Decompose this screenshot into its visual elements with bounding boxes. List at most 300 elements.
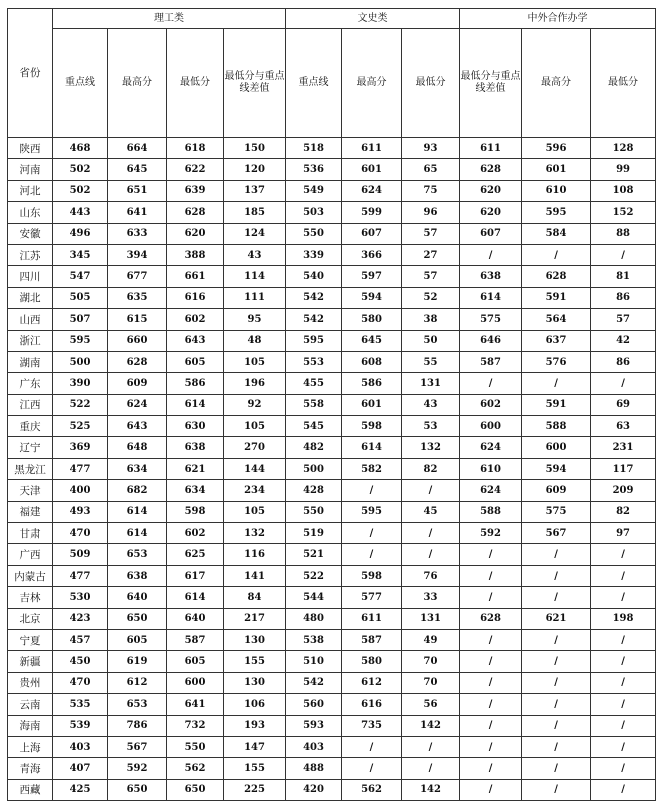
group-header-science: 理工类 — [53, 9, 286, 29]
score-cell: 502 — [53, 159, 108, 180]
score-cell: 542 — [286, 672, 342, 693]
score-cell: 38 — [402, 309, 460, 330]
table-row — [8, 351, 656, 372]
score-cell: 628 — [460, 159, 522, 180]
score-cell: 542 — [286, 287, 342, 308]
score-cell: 81 — [591, 266, 656, 287]
province-cell: 新疆 — [8, 651, 53, 672]
score-cell: / — [522, 672, 591, 693]
score-cell: 595 — [53, 330, 108, 351]
score-cell: 576 — [522, 351, 591, 372]
score-cell: 482 — [286, 437, 342, 458]
score-cell: 640 — [167, 608, 224, 629]
score-cell: 366 — [342, 244, 402, 265]
score-cell: 612 — [342, 672, 402, 693]
province-cell: 山东 — [8, 202, 53, 223]
score-cell: 510 — [286, 651, 342, 672]
score-cell: 575 — [522, 501, 591, 522]
score-cell: 615 — [108, 309, 167, 330]
province-cell: 江苏 — [8, 244, 53, 265]
score-cell: 639 — [167, 180, 224, 201]
score-cell: / — [342, 544, 402, 565]
score-cell: 650 — [167, 779, 224, 800]
score-cell: 144 — [224, 458, 286, 479]
province-cell: 福建 — [8, 501, 53, 522]
score-cell: 605 — [167, 351, 224, 372]
col-header: 重点线 — [286, 29, 342, 138]
score-cell: 130 — [224, 672, 286, 693]
score-cell: / — [522, 373, 591, 394]
score-cell: 43 — [402, 394, 460, 415]
table-row — [8, 458, 656, 479]
score-cell: 509 — [53, 544, 108, 565]
score-cell: 55 — [402, 351, 460, 372]
score-cell: 638 — [167, 437, 224, 458]
score-cell: 622 — [167, 159, 224, 180]
table-row — [8, 672, 656, 693]
score-cell: 592 — [460, 523, 522, 544]
score-cell: / — [460, 565, 522, 586]
score-cell: 786 — [108, 715, 167, 736]
score-cell: 407 — [53, 758, 108, 779]
score-cell: 611 — [342, 138, 402, 159]
province-cell: 内蒙古 — [8, 565, 53, 586]
score-cell: 591 — [522, 394, 591, 415]
province-cell: 四川 — [8, 266, 53, 287]
table-row — [8, 394, 656, 415]
score-cell: 617 — [167, 565, 224, 586]
province-cell: 宁夏 — [8, 629, 53, 650]
score-cell: 420 — [286, 779, 342, 800]
score-cell: / — [522, 629, 591, 650]
score-cell: / — [402, 758, 460, 779]
score-cell: 147 — [224, 736, 286, 757]
province-cell: 河南 — [8, 159, 53, 180]
score-cell: / — [591, 736, 656, 757]
score-cell: 643 — [167, 330, 224, 351]
score-cell: 539 — [53, 715, 108, 736]
score-cell: 664 — [108, 138, 167, 159]
score-cell: 95 — [224, 309, 286, 330]
score-cell: 605 — [108, 629, 167, 650]
score-cell: / — [522, 244, 591, 265]
score-cell: / — [402, 544, 460, 565]
province-cell: 辽宁 — [8, 437, 53, 458]
province-cell: 西藏 — [8, 779, 53, 800]
table-body — [8, 138, 656, 801]
score-cell: 500 — [53, 351, 108, 372]
province-cell: 湖北 — [8, 287, 53, 308]
table-row — [8, 416, 656, 437]
score-cell: 70 — [402, 651, 460, 672]
score-cell: 142 — [402, 715, 460, 736]
score-cell: 641 — [108, 202, 167, 223]
score-cell: 443 — [53, 202, 108, 223]
score-cell: 618 — [167, 138, 224, 159]
score-cell: 45 — [402, 501, 460, 522]
header-row-groups — [8, 9, 656, 29]
col-header: 最高分 — [108, 29, 167, 138]
score-cell: 616 — [167, 287, 224, 308]
score-cell: 132 — [402, 437, 460, 458]
score-cell: 105 — [224, 501, 286, 522]
score-cell: 270 — [224, 437, 286, 458]
score-cell: 597 — [342, 266, 402, 287]
table-row — [8, 287, 656, 308]
score-cell: / — [591, 779, 656, 800]
province-cell: 吉林 — [8, 587, 53, 608]
score-cell: 584 — [522, 223, 591, 244]
score-cell: 594 — [342, 287, 402, 308]
score-cell: 65 — [402, 159, 460, 180]
score-cell: 544 — [286, 587, 342, 608]
score-table-container — [7, 8, 655, 801]
score-cell: 601 — [342, 159, 402, 180]
score-cell: 620 — [167, 223, 224, 244]
province-cell: 河北 — [8, 180, 53, 201]
score-cell: 52 — [402, 287, 460, 308]
table-row — [8, 779, 656, 800]
score-cell: 132 — [224, 523, 286, 544]
score-cell: 538 — [286, 629, 342, 650]
score-cell: 496 — [53, 223, 108, 244]
score-cell: / — [460, 672, 522, 693]
score-cell: 660 — [108, 330, 167, 351]
score-cell: 521 — [286, 544, 342, 565]
col-header: 最低分与重点线差值 — [460, 29, 522, 138]
score-cell: 624 — [108, 394, 167, 415]
table-row — [8, 608, 656, 629]
score-cell: / — [591, 587, 656, 608]
col-header: 重点线 — [53, 29, 108, 138]
score-cell: 620 — [460, 202, 522, 223]
score-cell: 70 — [402, 672, 460, 693]
score-cell: / — [591, 672, 656, 693]
score-cell: / — [591, 758, 656, 779]
score-cell: 480 — [286, 608, 342, 629]
score-cell: 345 — [53, 244, 108, 265]
score-cell: 339 — [286, 244, 342, 265]
score-cell: 607 — [342, 223, 402, 244]
score-cell: 598 — [342, 565, 402, 586]
score-cell: 394 — [108, 244, 167, 265]
header-row-columns — [8, 29, 656, 138]
score-cell: 86 — [591, 351, 656, 372]
score-cell: 601 — [342, 394, 402, 415]
province-cell: 陕西 — [8, 138, 53, 159]
score-cell: 96 — [402, 202, 460, 223]
score-cell: 614 — [108, 523, 167, 544]
score-cell: 641 — [167, 694, 224, 715]
score-cell: 593 — [286, 715, 342, 736]
score-cell: 599 — [342, 202, 402, 223]
score-cell: 682 — [108, 480, 167, 501]
score-cell: 92 — [224, 394, 286, 415]
score-cell: 500 — [286, 458, 342, 479]
score-cell: 550 — [286, 223, 342, 244]
score-cell: 596 — [522, 138, 591, 159]
score-cell: 634 — [167, 480, 224, 501]
score-cell: 131 — [402, 608, 460, 629]
score-cell: 630 — [167, 416, 224, 437]
score-cell: 196 — [224, 373, 286, 394]
score-cell: 536 — [286, 159, 342, 180]
score-cell: 53 — [402, 416, 460, 437]
table-row — [8, 629, 656, 650]
score-cell: 611 — [342, 608, 402, 629]
score-cell: / — [460, 758, 522, 779]
score-cell: 457 — [53, 629, 108, 650]
score-cell: 535 — [53, 694, 108, 715]
table-row — [8, 159, 656, 180]
score-cell: 423 — [53, 608, 108, 629]
score-cell: 82 — [591, 501, 656, 522]
province-header: 省份 — [8, 9, 53, 138]
province-cell: 浙江 — [8, 330, 53, 351]
score-cell: 550 — [286, 501, 342, 522]
score-cell: 595 — [522, 202, 591, 223]
score-cell: 602 — [167, 309, 224, 330]
score-cell: 553 — [286, 351, 342, 372]
score-cell: 455 — [286, 373, 342, 394]
score-cell: 522 — [286, 565, 342, 586]
score-cell: 468 — [53, 138, 108, 159]
province-cell: 云南 — [8, 694, 53, 715]
score-cell: 130 — [224, 629, 286, 650]
score-cell: 155 — [224, 651, 286, 672]
score-cell: 614 — [342, 437, 402, 458]
score-cell: 403 — [53, 736, 108, 757]
score-cell: 522 — [53, 394, 108, 415]
col-header: 最低分 — [402, 29, 460, 138]
score-cell: / — [591, 565, 656, 586]
score-cell: / — [522, 651, 591, 672]
score-cell: 88 — [591, 223, 656, 244]
score-cell: 610 — [460, 458, 522, 479]
col-header: 最低分与重点线差值 — [224, 29, 286, 138]
score-cell: / — [460, 244, 522, 265]
score-cell: 577 — [342, 587, 402, 608]
score-cell: 628 — [167, 202, 224, 223]
score-cell: / — [591, 715, 656, 736]
score-cell: 595 — [342, 501, 402, 522]
score-cell: 550 — [167, 736, 224, 757]
table-row — [8, 330, 656, 351]
table-row — [8, 565, 656, 586]
score-cell: 231 — [591, 437, 656, 458]
table-row — [8, 694, 656, 715]
col-header: 最低分 — [591, 29, 656, 138]
score-cell: 116 — [224, 544, 286, 565]
score-cell: 633 — [108, 223, 167, 244]
score-cell: 488 — [286, 758, 342, 779]
score-cell: 124 — [224, 223, 286, 244]
table-row — [8, 501, 656, 522]
score-cell: 598 — [167, 501, 224, 522]
score-cell: 653 — [108, 544, 167, 565]
score-cell: 651 — [108, 180, 167, 201]
score-cell: 600 — [522, 437, 591, 458]
score-cell: / — [402, 523, 460, 544]
score-cell: 530 — [53, 587, 108, 608]
score-cell: 580 — [342, 651, 402, 672]
score-cell: 732 — [167, 715, 224, 736]
score-cell: 493 — [53, 501, 108, 522]
score-cell: 587 — [342, 629, 402, 650]
score-cell: 117 — [591, 458, 656, 479]
score-cell: 503 — [286, 202, 342, 223]
province-cell: 江西 — [8, 394, 53, 415]
province-cell: 天津 — [8, 480, 53, 501]
score-cell: 625 — [167, 544, 224, 565]
score-cell: 586 — [167, 373, 224, 394]
score-cell: 56 — [402, 694, 460, 715]
score-cell: / — [342, 523, 402, 544]
table-row — [8, 309, 656, 330]
col-header: 最高分 — [342, 29, 402, 138]
score-cell: 609 — [108, 373, 167, 394]
score-cell: 43 — [224, 244, 286, 265]
score-cell: 638 — [108, 565, 167, 586]
score-cell: 560 — [286, 694, 342, 715]
score-cell: 518 — [286, 138, 342, 159]
score-cell: 369 — [53, 437, 108, 458]
province-cell: 重庆 — [8, 416, 53, 437]
score-cell: 93 — [402, 138, 460, 159]
score-cell: 400 — [53, 480, 108, 501]
score-cell: 611 — [460, 138, 522, 159]
score-cell: 33 — [402, 587, 460, 608]
score-cell: / — [460, 694, 522, 715]
score-cell: 646 — [460, 330, 522, 351]
score-cell: 217 — [224, 608, 286, 629]
score-cell: 57 — [591, 309, 656, 330]
score-cell: / — [522, 758, 591, 779]
score-cell: 106 — [224, 694, 286, 715]
score-cell: 428 — [286, 480, 342, 501]
table-row — [8, 758, 656, 779]
province-cell: 贵州 — [8, 672, 53, 693]
score-cell: 575 — [460, 309, 522, 330]
score-cell: 653 — [108, 694, 167, 715]
score-cell: 27 — [402, 244, 460, 265]
score-cell: 612 — [108, 672, 167, 693]
province-cell: 广东 — [8, 373, 53, 394]
province-cell: 北京 — [8, 608, 53, 629]
score-cell: 137 — [224, 180, 286, 201]
score-cell: 567 — [108, 736, 167, 757]
score-cell: / — [402, 736, 460, 757]
score-cell: / — [342, 736, 402, 757]
score-cell: 507 — [53, 309, 108, 330]
score-cell: / — [342, 480, 402, 501]
score-cell: 607 — [460, 223, 522, 244]
score-cell: 545 — [286, 416, 342, 437]
score-cell: 635 — [108, 287, 167, 308]
score-cell: 105 — [224, 416, 286, 437]
score-cell: / — [522, 565, 591, 586]
score-cell: 57 — [402, 223, 460, 244]
score-cell: / — [591, 373, 656, 394]
score-cell: 637 — [522, 330, 591, 351]
score-cell: 735 — [342, 715, 402, 736]
table-row — [8, 523, 656, 544]
score-cell: 616 — [342, 694, 402, 715]
score-cell: 150 — [224, 138, 286, 159]
score-cell: / — [460, 544, 522, 565]
score-cell: 600 — [167, 672, 224, 693]
score-cell: 592 — [108, 758, 167, 779]
score-cell: 49 — [402, 629, 460, 650]
score-cell: 540 — [286, 266, 342, 287]
score-cell: 562 — [342, 779, 402, 800]
score-cell: / — [591, 629, 656, 650]
score-cell: / — [522, 587, 591, 608]
score-cell: 621 — [167, 458, 224, 479]
table-row — [8, 373, 656, 394]
score-cell: 519 — [286, 523, 342, 544]
score-cell: 470 — [53, 672, 108, 693]
score-cell: / — [460, 715, 522, 736]
score-cell: 594 — [522, 458, 591, 479]
score-cell: 650 — [108, 608, 167, 629]
group-header-joint: 中外合作办学 — [460, 9, 656, 29]
score-cell: 97 — [591, 523, 656, 544]
score-cell: 108 — [591, 180, 656, 201]
table-row — [8, 544, 656, 565]
score-cell: 450 — [53, 651, 108, 672]
score-cell: 57 — [402, 266, 460, 287]
score-cell: / — [460, 373, 522, 394]
score-cell: 614 — [167, 587, 224, 608]
score-cell: 388 — [167, 244, 224, 265]
score-cell: 595 — [286, 330, 342, 351]
province-cell: 上海 — [8, 736, 53, 757]
score-cell: 105 — [224, 351, 286, 372]
score-cell: 525 — [53, 416, 108, 437]
score-cell: 99 — [591, 159, 656, 180]
province-cell: 黑龙江 — [8, 458, 53, 479]
score-cell: 82 — [402, 458, 460, 479]
score-cell: / — [522, 715, 591, 736]
table-row — [8, 651, 656, 672]
score-cell: / — [460, 736, 522, 757]
score-cell: 120 — [224, 159, 286, 180]
score-cell: 586 — [342, 373, 402, 394]
table-row — [8, 223, 656, 244]
score-cell: 628 — [522, 266, 591, 287]
score-cell: / — [460, 779, 522, 800]
score-cell: 645 — [342, 330, 402, 351]
score-cell: 645 — [108, 159, 167, 180]
score-cell: 234 — [224, 480, 286, 501]
table-row — [8, 715, 656, 736]
score-cell: 86 — [591, 287, 656, 308]
score-cell: 598 — [342, 416, 402, 437]
score-cell: 621 — [522, 608, 591, 629]
score-cell: 502 — [53, 180, 108, 201]
score-cell: 76 — [402, 565, 460, 586]
score-cell: 558 — [286, 394, 342, 415]
score-cell: 155 — [224, 758, 286, 779]
score-cell: / — [591, 244, 656, 265]
score-cell: 562 — [167, 758, 224, 779]
score-cell: 152 — [591, 202, 656, 223]
score-cell: 582 — [342, 458, 402, 479]
score-cell: / — [522, 779, 591, 800]
province-cell: 安徽 — [8, 223, 53, 244]
province-cell: 湖南 — [8, 351, 53, 372]
